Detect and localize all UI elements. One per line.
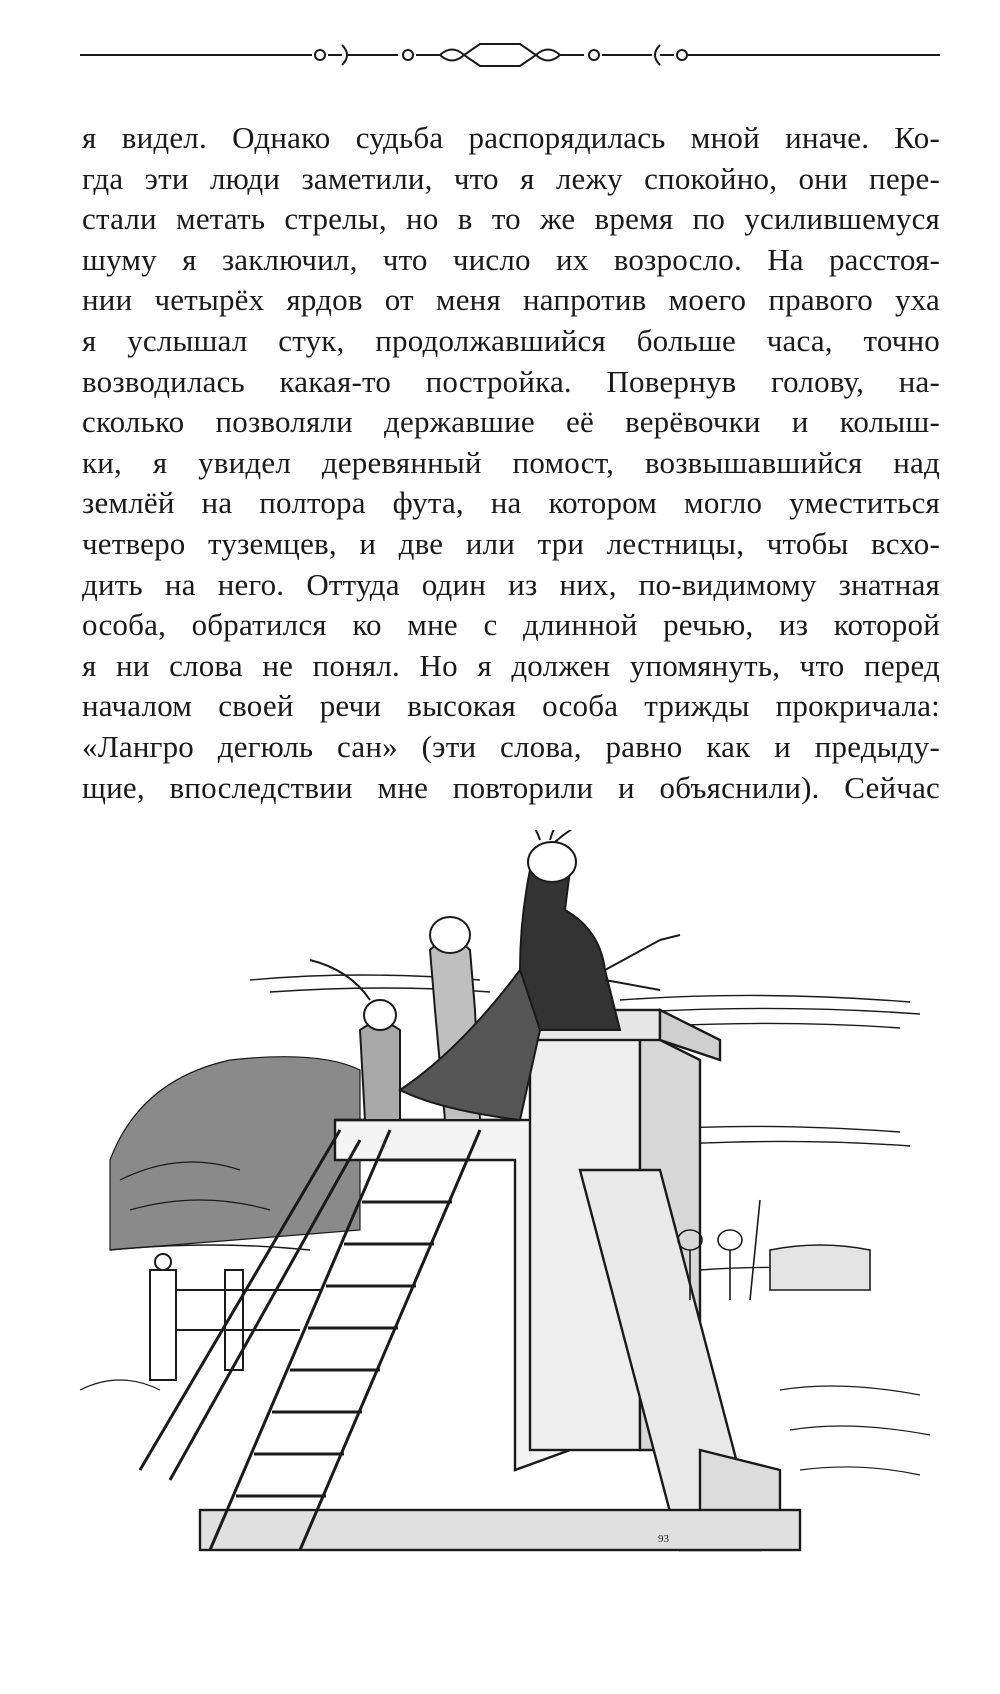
- engraving-mark: 93: [658, 1533, 669, 1545]
- text-line: стали метать стрелы, но в то же время по усилившемуся: [82, 201, 940, 237]
- text-line: началом своей речи высокая особа трижды прокричала:: [82, 688, 940, 724]
- text-line: нии четырёх ярдов от меня напротив моего правого уха: [82, 282, 940, 318]
- text-line: щие, впоследствии мне повторили и объяснили). Сейчас: [82, 769, 940, 805]
- text-line: «Лангро дегюль сан» (эти слова, равно как и предыду-: [82, 728, 940, 764]
- text-line: четверо туземцев, и две или три лестницы, чтобы всхо-: [82, 525, 940, 561]
- distant-soldiers: [678, 1200, 870, 1300]
- body-text: [82, 118, 940, 808]
- ornamental-rule: [80, 40, 940, 70]
- text-line: гда эти люди заметили, что я лежу спокойно, они пере-: [82, 160, 940, 196]
- engraving-illustration: [60, 830, 960, 1610]
- text-line: я видел. Однако судьба распорядилась мной иначе. Ко-: [82, 120, 940, 155]
- text-line: возводилась какая-то постройка. Повернув голову, на-: [82, 363, 940, 399]
- text-line: дить на него. Оттуда один из них, по-видимому знатная: [82, 566, 940, 602]
- text-line: сколько позволяли державшие её верёвочки и колыш-: [82, 404, 940, 440]
- text-line: землёй на полтора фута, на котором могло уместиться: [82, 485, 940, 521]
- text-line: шуму я заключил, что число их возросло. На расстоя-: [82, 241, 940, 277]
- text-line: я услышал стук, продолжавшийся больше часа, точно: [82, 322, 940, 358]
- text-line: я ни слова не понял. Но я должен упомянуть, что перед: [82, 647, 940, 683]
- text-line: ки, я увидел деревянный помост, возвышавшийся над: [82, 444, 940, 480]
- foliage: [110, 1057, 360, 1250]
- ground-hatching: [80, 1380, 930, 1475]
- text-line: особа, обратился ко мне с длинной речью, из которой: [82, 607, 940, 643]
